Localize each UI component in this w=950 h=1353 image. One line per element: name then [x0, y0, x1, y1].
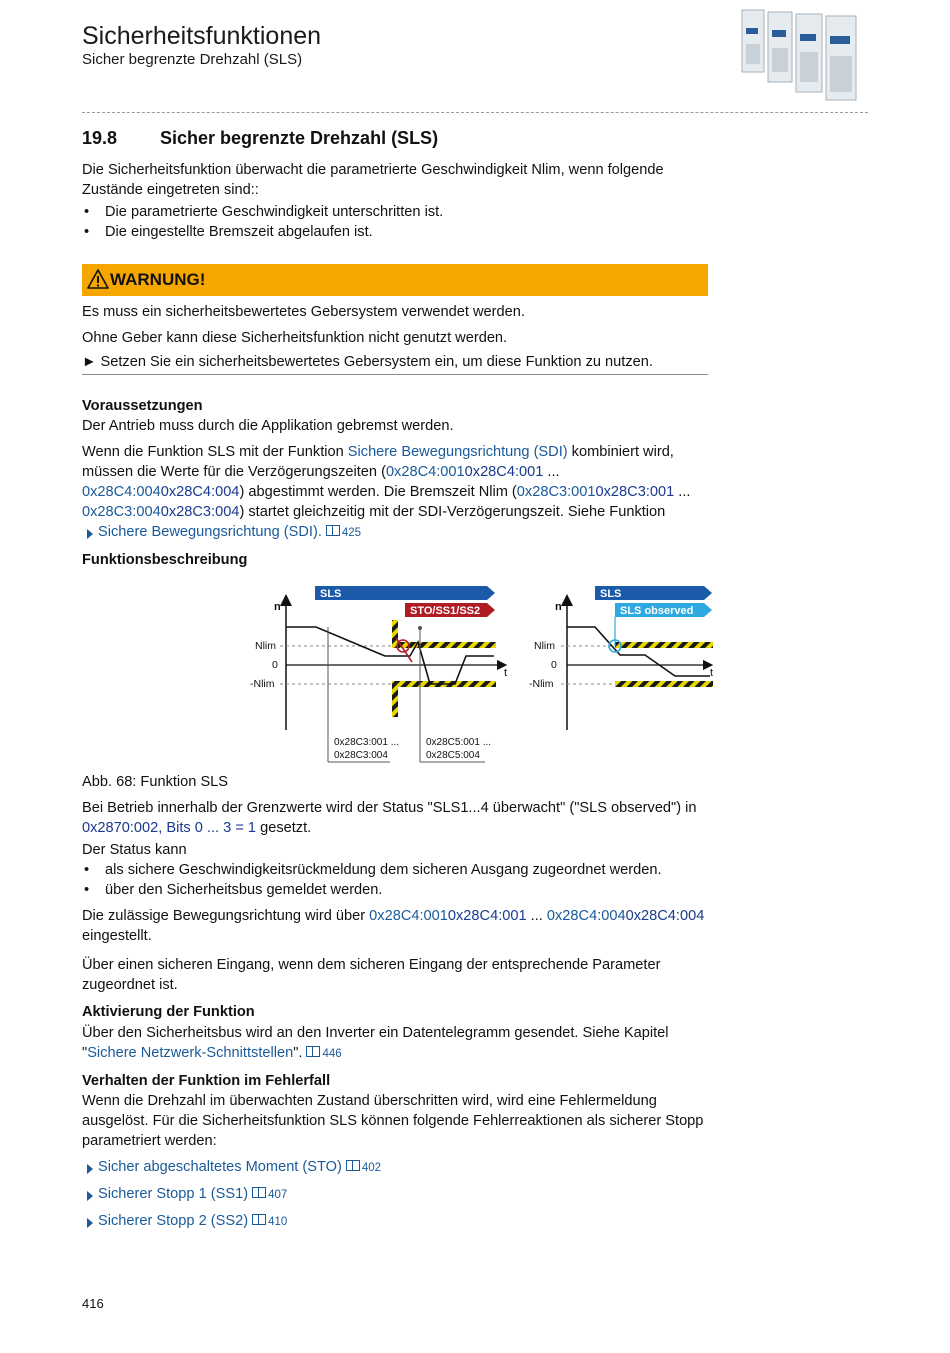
- ss1-link[interactable]: Sicherer Stopp 1 (SS1): [82, 1186, 248, 1202]
- prereq-text-a: Wenn die Funktion SLS mit der Funktion: [82, 444, 348, 460]
- fault-link-row: [82, 1184, 708, 1205]
- sls-bar: [315, 586, 495, 600]
- x-axis-right-label: t: [710, 667, 714, 679]
- nlim-label: Nlim: [255, 640, 276, 652]
- param-link[interactable]: 0x28C4:004: [82, 484, 161, 500]
- book-icon: [306, 1046, 320, 1057]
- description-heading: Funktionsbeschreibung: [82, 552, 248, 568]
- warning-icon: [87, 268, 109, 290]
- fault-link-row: [82, 1211, 708, 1232]
- header-divider: [82, 112, 868, 113]
- ref2-a: 0x28C5:001 ...: [426, 737, 492, 748]
- ref2-b: 0x28C5:004: [426, 750, 480, 761]
- sdi-see-link[interactable]: Sichere Bewegungsrichtung (SDI).: [82, 524, 322, 540]
- page-ref[interactable]: 425: [341, 527, 362, 539]
- fault-link-row: [82, 1157, 708, 1178]
- neg-nlim-right-label: -Nlim: [529, 678, 554, 690]
- list-item: • über den Sicherheitsbus gemeldet werden.: [82, 880, 708, 900]
- y-axis-right-label: n: [555, 601, 562, 613]
- zero-right-label: 0: [551, 659, 557, 671]
- header-subtitle: Sicher begrenzte Drehzahl (SLS): [82, 51, 303, 68]
- see-link-row: [82, 522, 708, 543]
- left-diagram: [250, 586, 507, 762]
- play-icon: ►: [82, 354, 97, 370]
- param-link[interactable]: 0x28C4:001: [369, 908, 448, 924]
- warning-action: [82, 352, 708, 372]
- status-code-link[interactable]: 0x2870:002, Bits 0 ... 3 = 1: [82, 820, 257, 836]
- page-ref[interactable]: 410: [268, 1216, 288, 1228]
- param-link[interactable]: 0x28C3:004: [82, 504, 161, 520]
- ref2-dot: [418, 626, 422, 630]
- status-paragraph: [82, 798, 708, 838]
- list-item: • Die eingestellte Bremszeit abgelaufen ist.: [82, 222, 708, 242]
- status-text: Bei Betrieb innerhalb der Grenzwerte wird der Status "SLS1...4 überwacht" ("SLS observed") in: [82, 800, 697, 816]
- ref1-a: 0x28C3:001 ...: [334, 737, 400, 748]
- activation-text: Über den Sicherheitsbus wird an den Inverter ein Datentelegramm gesendet. Siehe Kapitel: [82, 1025, 669, 1041]
- param-code: 0x28C3:001: [595, 484, 675, 500]
- param-link[interactable]: 0x28C4:004: [546, 908, 626, 924]
- neg-nlim-right-hatch: [615, 681, 713, 687]
- fault-heading: Verhalten der Funktion im Fehlerfall: [82, 1073, 331, 1089]
- list-item: • Die parametrierte Geschwindigkeit unterschritten ist.: [82, 202, 708, 222]
- list-item: • als sichere Geschwindigkeitsrückmeldung dem sicheren Ausgang zugeordnet werden.: [82, 860, 708, 880]
- book-icon: [252, 1187, 266, 1198]
- ref1-b: 0x28C3:004: [334, 750, 388, 761]
- warning-divider: [82, 374, 708, 375]
- param-code: 0x28C4:004: [160, 484, 240, 500]
- network-link[interactable]: Sichere Netzwerk-Schnittstellen: [87, 1045, 294, 1061]
- page-ref[interactable]: 402: [361, 1162, 382, 1174]
- nlim-right-hatch: [615, 642, 713, 648]
- direction-sep: ...: [526, 908, 547, 924]
- activation-heading: Aktivierung der Funktion: [82, 1004, 255, 1020]
- param-code: 0x28C3:004: [160, 504, 240, 520]
- sls-bar-label: SLS: [320, 588, 342, 600]
- prereq-text-b: kombiniert wird, müssen die Werte für die Verzögerungszeiten (: [82, 444, 674, 480]
- param-link[interactable]: 0x28C3:001: [516, 484, 596, 500]
- sto-link[interactable]: Sicher abgeschaltetes Moment (STO): [82, 1159, 342, 1175]
- section-heading: [82, 128, 708, 148]
- intro-bullets: [82, 202, 708, 242]
- figure-caption: Abb. 68: Funktion SLS: [82, 774, 229, 790]
- param-code: 0x28C4:001: [464, 464, 544, 480]
- page-ref[interactable]: 446: [322, 1048, 342, 1060]
- book-icon: [252, 1214, 266, 1225]
- sls-diagram: [230, 580, 720, 770]
- intro-text: Die Sicherheitsfunktion überwacht die parametrierte Geschwindigkeit Nlim, wenn folgende Zustände eingetreten sind::: [82, 162, 664, 198]
- section-title: Sicher begrenzte Drehzahl (SLS): [160, 128, 439, 148]
- prerequisites-heading: Voraussetzungen: [82, 398, 203, 414]
- prerequisites-paragraph: [82, 442, 708, 522]
- x-axis-label: t: [504, 667, 508, 679]
- observed-bar-label: SLS observed: [620, 605, 694, 617]
- input-paragraph: Über einen sicheren Eingang, wenn dem sicheren Eingang der entsprechende Parameter zugeordnet ist.: [82, 957, 661, 993]
- sto-bar-label: STO/SS1/SS2: [410, 605, 481, 617]
- warning-line-2: Ohne Geber kann diese Sicherheitsfunktion nicht genutzt werden.: [82, 330, 508, 346]
- header-title: Sicherheitsfunktionen: [82, 22, 322, 50]
- book-icon: [326, 525, 340, 536]
- status-bullets: [82, 860, 708, 900]
- warning-bar: [82, 264, 708, 296]
- y-axis-label: n: [274, 601, 281, 613]
- speed-curve: [286, 627, 494, 684]
- status-line: Der Status kann: [82, 842, 187, 858]
- right-diagram: [529, 586, 713, 730]
- param-code: 0x28C4:004: [625, 908, 705, 924]
- sls-bar-right-label: SLS: [600, 588, 622, 600]
- nlim-hatch: [398, 642, 496, 648]
- direction-text: Die zulässige Bewegungsrichtung wird über: [82, 908, 370, 924]
- prereq-text-f: ) startet gleichzeitig mit der SDI-Verzögerungszeit. Siehe Funktion: [239, 504, 666, 520]
- nlim-right-label: Nlim: [534, 640, 555, 652]
- speed-curve-right: [567, 627, 710, 676]
- product-image: [738, 4, 870, 104]
- status-text-end: gesetzt.: [256, 820, 312, 836]
- prerequisites-line: Der Antrieb muss durch die Applikation gebremst werden.: [82, 418, 454, 434]
- warning-label: WARNUNG!: [110, 270, 206, 289]
- activation-paragraph: [82, 1023, 708, 1064]
- page-ref[interactable]: 407: [268, 1189, 288, 1201]
- quote-close: ".: [293, 1045, 303, 1061]
- prereq-text-c: ...: [543, 464, 560, 480]
- warning-action-text: Setzen Sie ein sicherheitsbewertetes Gebersystem ein, um diese Funktion zu nutzen.: [100, 354, 653, 370]
- direction-paragraph: [82, 906, 708, 946]
- stop-hatch-lower: [392, 681, 398, 717]
- neg-nlim-label: -Nlim: [250, 678, 275, 690]
- param-link[interactable]: 0x28C4:001: [385, 464, 465, 480]
- section-number: 19.8: [82, 128, 118, 148]
- sdi-link[interactable]: Sichere Bewegungsrichtung (SDI): [347, 444, 568, 460]
- fault-paragraph: Wenn die Drehzahl im überwachten Zustand überschritten wird, wird eine Fehlermeldung ausgelöst. Für die Sicherheitsfunktion SLS können folgende Fehlerreaktionen als sicherer Stopp parametriert werden:: [82, 1093, 704, 1149]
- prereq-text-d: ) abgestimmt werden. Die Bremszeit Nlim (: [239, 484, 517, 500]
- direction-end: eingestellt.: [82, 928, 152, 944]
- warning-line-1: Es muss ein sicherheitsbewertetes Gebersystem verwendet werden.: [82, 304, 525, 320]
- quote-open: ": [82, 1045, 88, 1061]
- book-icon: [346, 1160, 360, 1171]
- ss2-link[interactable]: Sicherer Stopp 2 (SS2): [82, 1213, 248, 1229]
- prereq-text-e: ...: [674, 484, 691, 500]
- param-code: 0x28C4:001: [447, 908, 527, 924]
- page-number: 416: [82, 1296, 104, 1311]
- zero-label: 0: [272, 659, 278, 671]
